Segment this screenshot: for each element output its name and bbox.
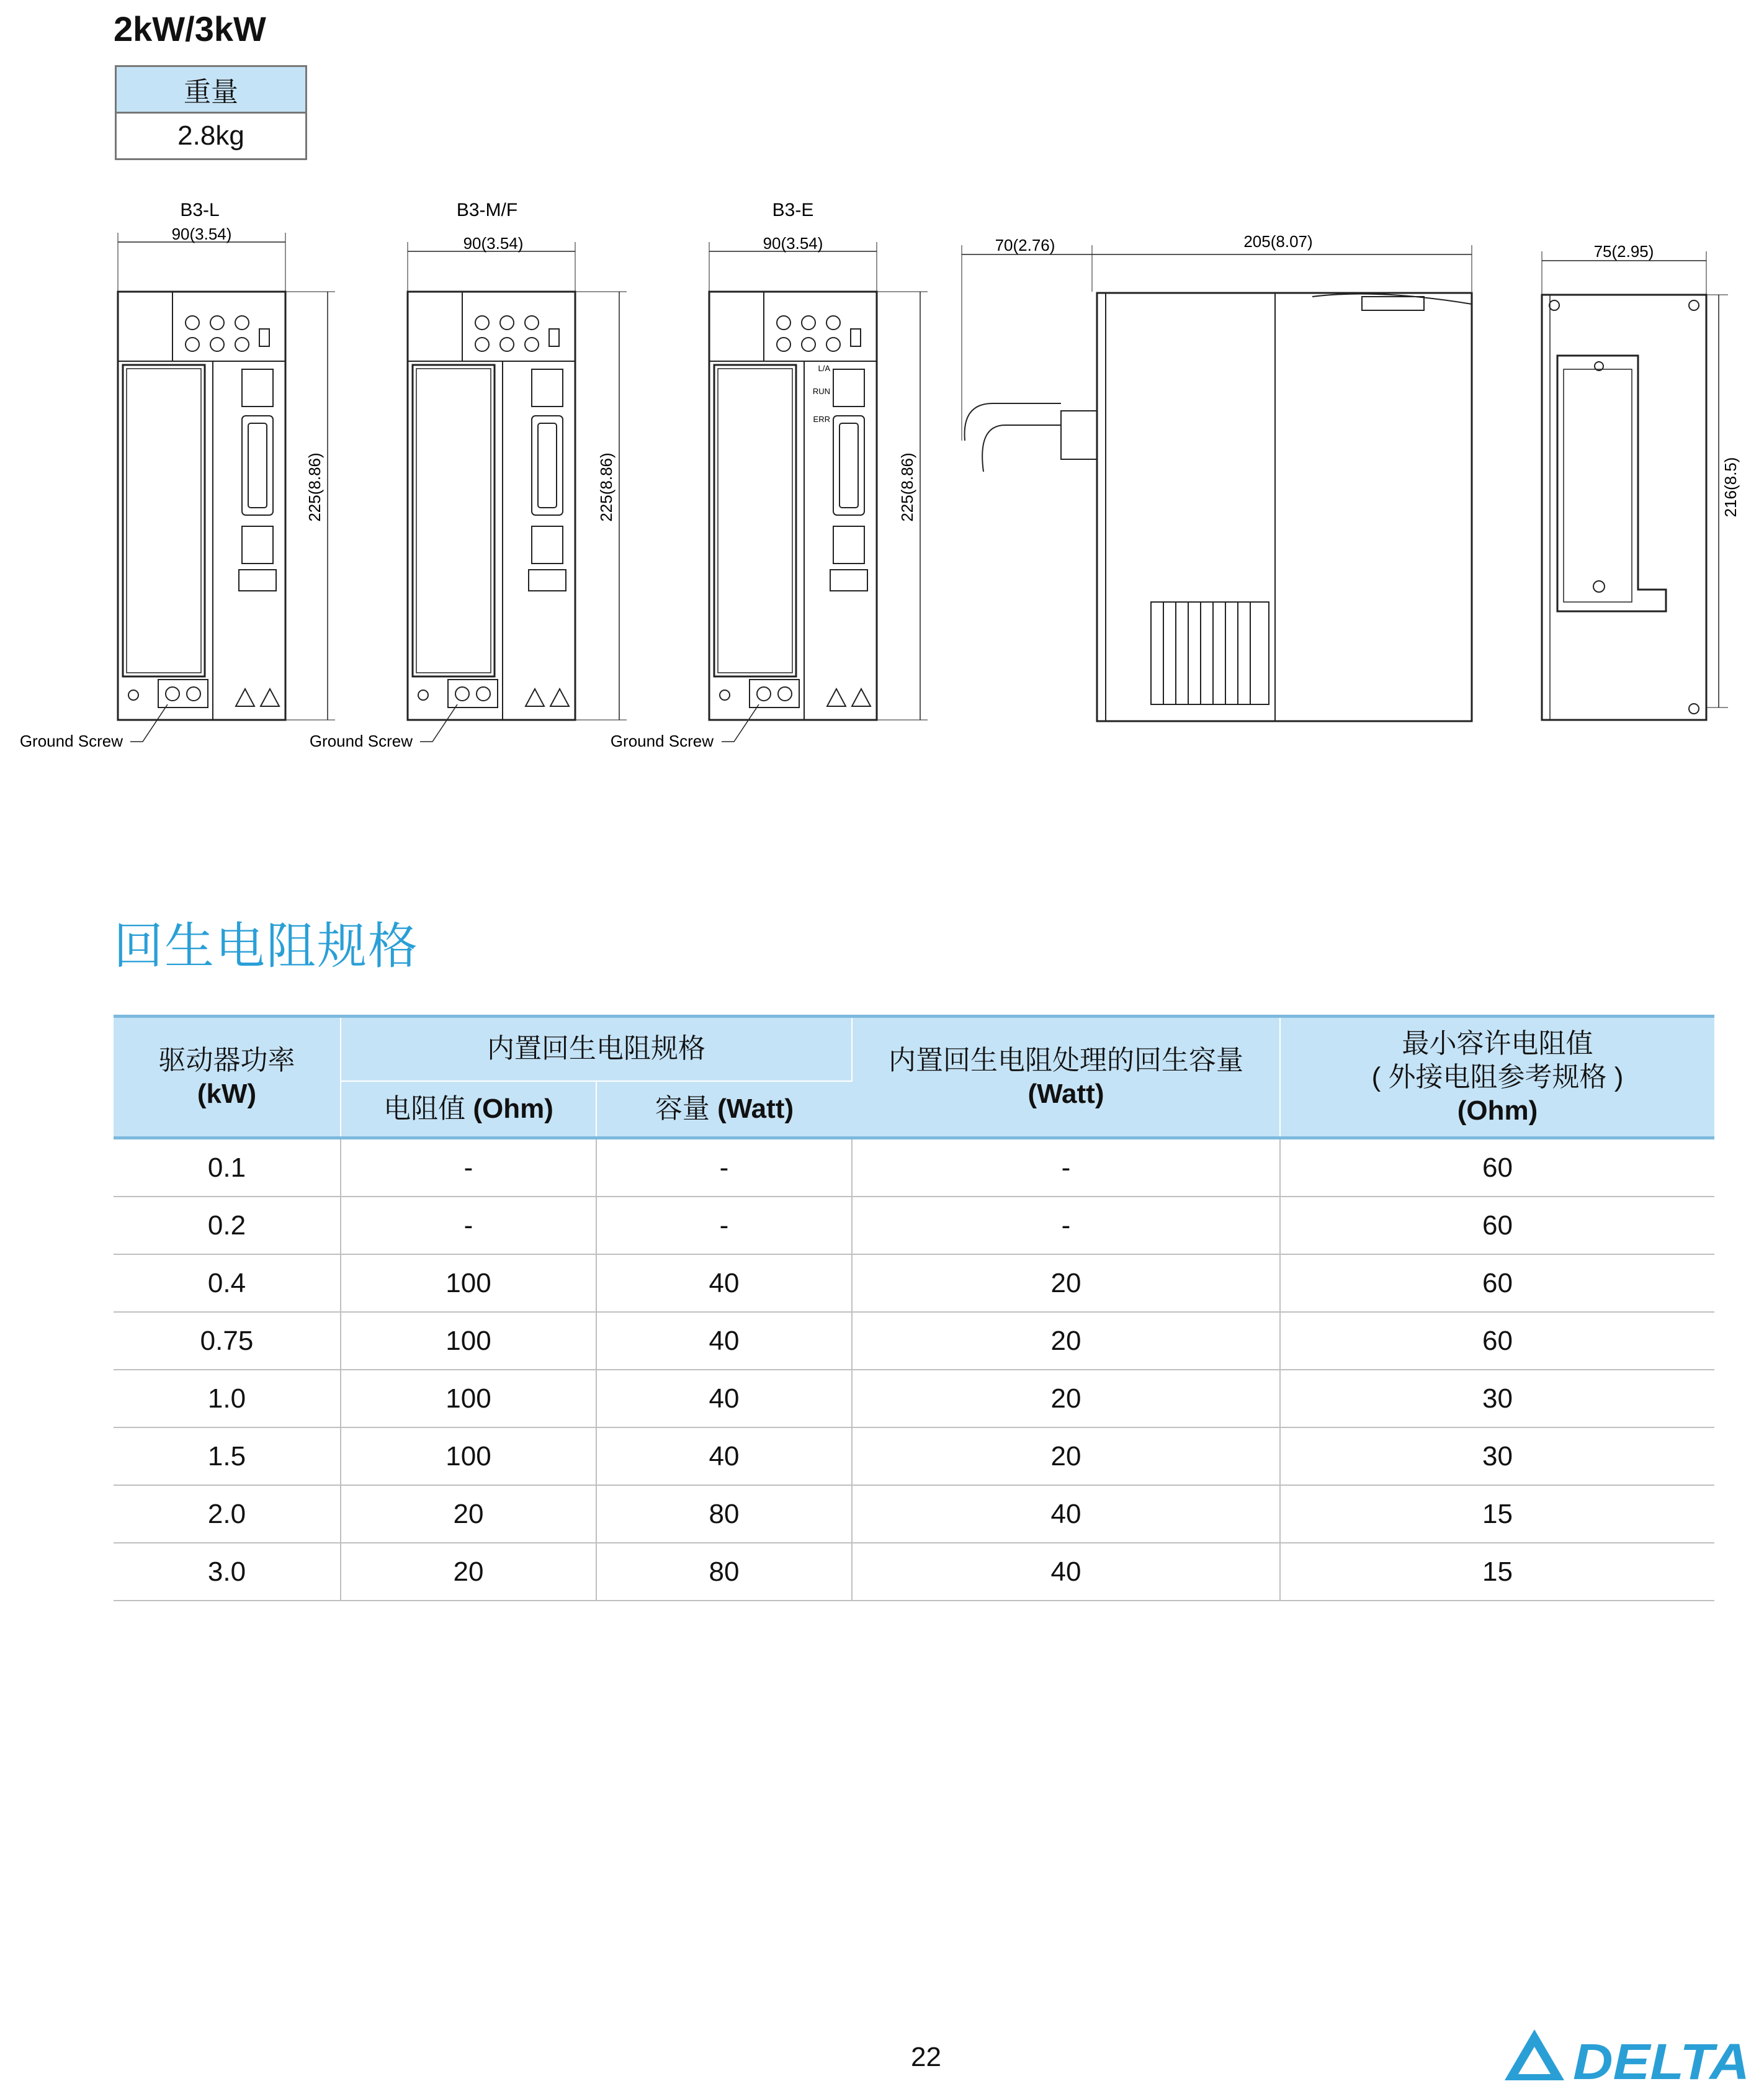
table-row: [114, 1312, 1714, 1370]
header-capacity-label: 容量: [655, 1093, 710, 1124]
table-cell: -: [852, 1197, 1280, 1254]
page-number: 22: [911, 2042, 941, 2072]
table-cell: -: [341, 1138, 596, 1197]
back-width-dim-label: 75(2.95): [1593, 242, 1654, 261]
table-cell: 1.0: [114, 1370, 341, 1427]
height-dim-label: 225(8.86): [597, 452, 616, 522]
header-capacity-unit: (Watt): [709, 1093, 794, 1124]
dimension-drawing: [0, 180, 1764, 776]
header-drive-power-label: 驱动器功率: [158, 1044, 295, 1076]
header-min-resistance: [1280, 1017, 1714, 1138]
depth-dim-label: 205(8.07): [1243, 232, 1313, 251]
weight-header: 重量: [116, 66, 307, 113]
back-height-dim-label: 216(8.5): [1721, 457, 1740, 518]
table-cell: 40: [596, 1427, 852, 1485]
table-cell: 80: [596, 1543, 852, 1601]
header-min-resistance-label: 最小容许电阻值: [1402, 1028, 1593, 1059]
table-row: [114, 1370, 1714, 1427]
table-cell: 40: [852, 1543, 1280, 1601]
table-cell: 20: [852, 1427, 1280, 1485]
table-cell: 0.1: [114, 1138, 341, 1197]
table-cell: 3.0: [114, 1543, 341, 1601]
header-min-resistance-note: ( 外接电阻参考规格 ): [1371, 1061, 1624, 1092]
table-cell: 15: [1280, 1485, 1714, 1543]
delta-logo-text: DELTA: [1573, 2034, 1750, 2082]
header-builtin-spec: 内置回生电阻规格: [341, 1017, 852, 1081]
header-drive-power-unit: (kW): [197, 1078, 257, 1109]
delta-logo: [1505, 2029, 1756, 2082]
width-dim-label: 90(3.54): [171, 225, 232, 243]
weight-value: 2.8kg: [116, 113, 307, 159]
header-resistance-unit: (Ohm): [465, 1093, 553, 1124]
spec-table-body: [114, 1138, 1714, 1601]
table-cell: 40: [596, 1312, 852, 1370]
width-dim-label: 90(3.54): [763, 234, 823, 253]
table-row: [114, 1197, 1714, 1254]
table-cell: -: [852, 1138, 1280, 1197]
side-view: [962, 232, 1472, 721]
back-view: [1542, 242, 1740, 720]
table-cell: 1.5: [114, 1427, 341, 1485]
table-cell: 0.75: [114, 1312, 341, 1370]
table-row: [114, 1543, 1714, 1601]
table-cell: 100: [341, 1370, 596, 1427]
table-cell: 2.0: [114, 1485, 341, 1543]
weight-table: [115, 65, 307, 160]
front-view-label: B3-L: [180, 200, 220, 220]
table-cell: 60: [1280, 1138, 1714, 1197]
ground-screw-label: Ground Screw: [19, 732, 123, 750]
table-cell: -: [341, 1197, 596, 1254]
table-cell: 60: [1280, 1197, 1714, 1254]
table-cell: 20: [852, 1370, 1280, 1427]
table-cell: 60: [1280, 1254, 1714, 1312]
header-resistance: [341, 1081, 596, 1138]
port-label-run: RUN: [812, 387, 830, 396]
front-view-b3-mf: [310, 200, 627, 750]
table-row: [114, 1485, 1714, 1543]
table-cell: 20: [341, 1543, 596, 1601]
table-cell: 0.2: [114, 1197, 341, 1254]
table-row: [114, 1138, 1714, 1197]
height-dim-label: 225(8.86): [305, 452, 324, 522]
ground-screw-label: Ground Screw: [610, 732, 714, 750]
ground-screw-label: Ground Screw: [309, 732, 413, 750]
table-cell: 100: [341, 1254, 596, 1312]
front-view-label: B3-E: [772, 200, 814, 220]
table-cell: 20: [852, 1254, 1280, 1312]
table-cell: -: [596, 1138, 852, 1197]
front-view-label: B3-M/F: [456, 200, 518, 220]
width-dim-label: 90(3.54): [463, 234, 524, 253]
port-label-la: L/A: [818, 364, 830, 373]
table-cell: 60: [1280, 1312, 1714, 1370]
table-cell: 40: [596, 1254, 852, 1312]
table-row: [114, 1427, 1714, 1485]
header-resistance-label: 电阻值: [383, 1093, 466, 1124]
header-drive-power: [114, 1017, 341, 1138]
table-cell: 100: [341, 1427, 596, 1485]
front-view-b3-e: [611, 200, 928, 750]
model-title: 2kW/3kW: [114, 9, 266, 48]
table-cell: 30: [1280, 1370, 1714, 1427]
table-cell: 40: [596, 1370, 852, 1427]
regen-resistor-table: [114, 1015, 1714, 1601]
header-capacity: [596, 1081, 852, 1138]
header-regen-capacity-unit: (Watt): [1028, 1078, 1104, 1109]
height-dim-label: 225(8.86): [898, 452, 916, 522]
header-regen-capacity-label: 内置回生电阻处理的回生容量: [889, 1044, 1243, 1076]
front-view-b3-l: [20, 200, 335, 750]
table-cell: 30: [1280, 1427, 1714, 1485]
table-cell: 20: [341, 1485, 596, 1543]
header-regen-capacity: [852, 1017, 1280, 1138]
header-min-resistance-unit: (Ohm): [1457, 1095, 1538, 1126]
table-cell: 15: [1280, 1543, 1714, 1601]
table-cell: -: [596, 1197, 852, 1254]
cable-dim-label: 70(2.76): [995, 236, 1055, 254]
table-cell: 100: [341, 1312, 596, 1370]
table-cell: 0.4: [114, 1254, 341, 1312]
section-title: 回生电阻规格: [114, 919, 419, 974]
table-cell: 20: [852, 1312, 1280, 1370]
port-label-err: ERR: [813, 415, 830, 424]
table-row: [114, 1254, 1714, 1312]
table-cell: 80: [596, 1485, 852, 1543]
table-cell: 40: [852, 1485, 1280, 1543]
